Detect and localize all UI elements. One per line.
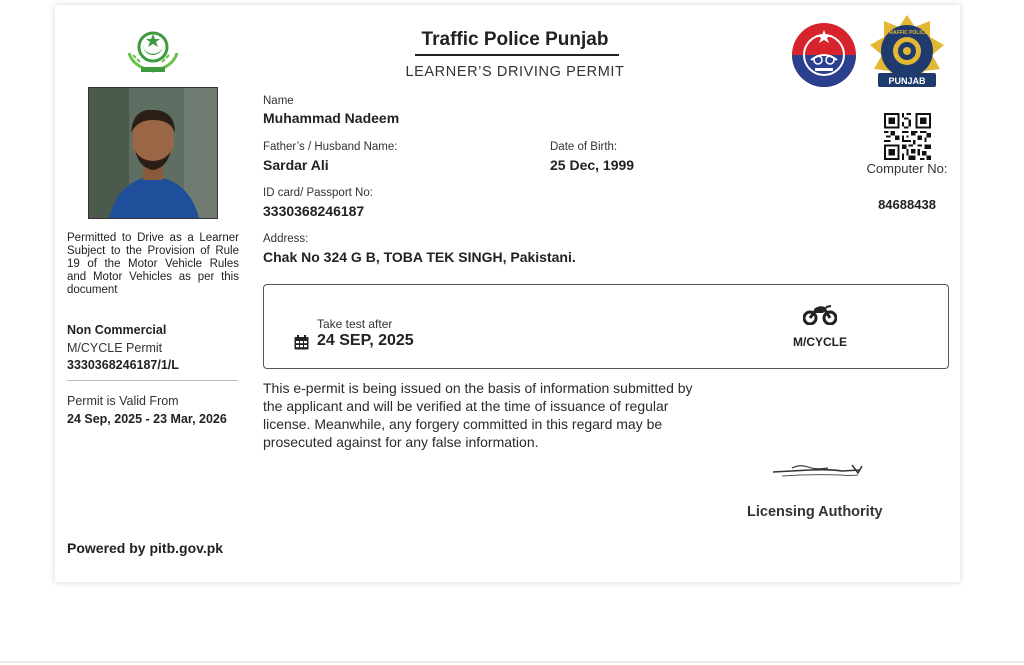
address-label: Address: (263, 233, 309, 245)
page-title: Traffic Police Punjab (421, 29, 609, 50)
vehicle-type: M/CYCLE (793, 335, 847, 349)
id-card-label: ID card/ Passport No: (263, 187, 373, 199)
permit-category: Non Commercial (67, 323, 167, 337)
traffic-police-badge (868, 13, 946, 93)
computer-no-label: Computer No: (866, 161, 948, 176)
bottom-divider (0, 661, 1024, 663)
name-label: Name (263, 95, 294, 107)
applicant-photo (88, 87, 218, 219)
permit-type: M/CYCLE Permit (67, 341, 163, 355)
address-value: Chak No 324 G B, TOBA TEK SINGH, Pakistani. (263, 249, 576, 265)
dob-label: Date of Birth: (550, 141, 618, 153)
e-permit-notice: This e-permit is being issued on the basis of information submitted by the applicant and will be verified at the time of issuance of regular license. Meanwhile, any forgery committed in this regard may be prosecuted against for any false information. (263, 380, 693, 450)
licensing-authority: Licensing Authority (747, 504, 883, 520)
divider (67, 380, 238, 381)
father-name-label: Father’s / Husband Name: (263, 141, 398, 153)
punjab-police-logo (791, 22, 857, 88)
motorcycle-icon (803, 303, 837, 325)
page-subtitle: LEARNER’S DRIVING PERMIT (405, 64, 625, 80)
validity-label: Permit is Valid From (67, 394, 179, 408)
calendar-icon (294, 335, 309, 350)
test-info-box (263, 284, 949, 369)
father-name-value: Sardar Ali (263, 157, 329, 173)
badge-label-top: TRAFFIC POLICE (886, 30, 928, 36)
computer-no-value: 84688438 (878, 197, 936, 212)
title-underline (415, 54, 619, 56)
qr-code (884, 113, 931, 160)
test-date: 24 SEP, 2025 (317, 332, 414, 349)
badge-label-bottom: PUNJAB (888, 76, 926, 86)
permit-number: 3330368246187/1/L (67, 358, 179, 372)
test-label: Take test after (317, 317, 393, 331)
id-card-value: 3330368246187 (263, 203, 365, 219)
powered-by: Powered by pitb.gov.pk (67, 540, 224, 556)
name-value: Muhammad Nadeem (263, 110, 400, 126)
permit-card (55, 5, 960, 582)
permitted-statement: Permitted to Drive as a Learner Subject to the Provision of Rule 19 of the Motor Vehicle Rules and Motor Vehicles as per this document (67, 232, 239, 296)
authority-signature (770, 460, 865, 486)
validity-value: 24 Sep, 2025 - 23 Mar, 2026 (67, 412, 227, 426)
dob-value: 25 Dec, 1999 (550, 157, 635, 173)
